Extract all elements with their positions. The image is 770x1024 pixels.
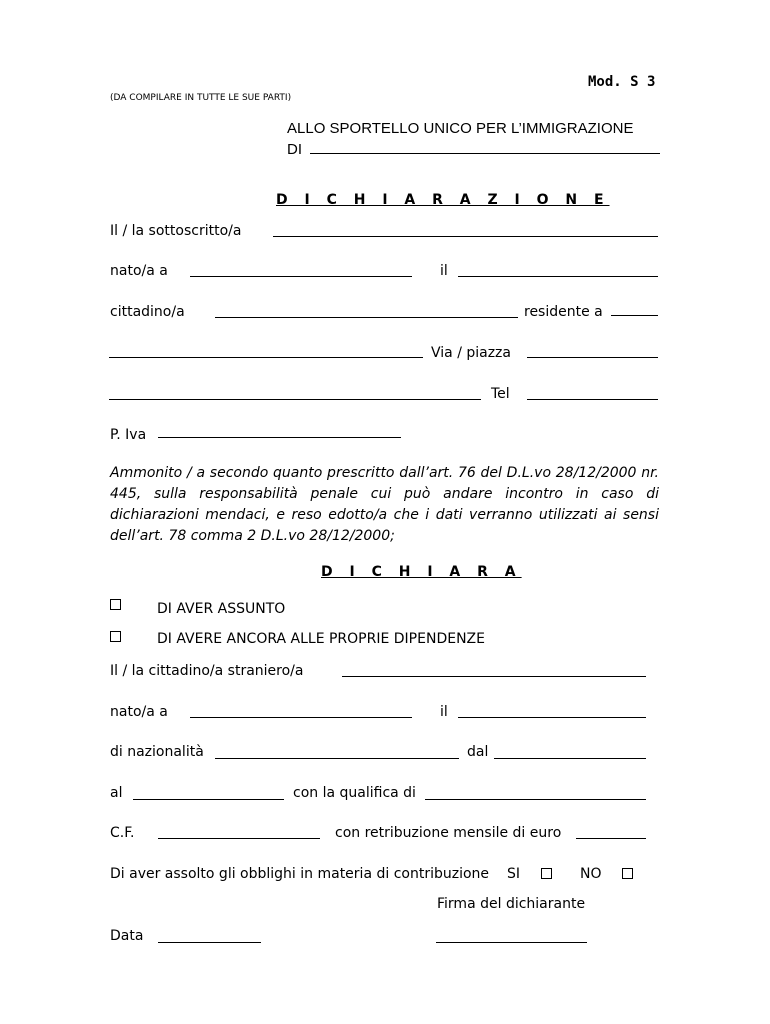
straniero-nato-label: nato/a a bbox=[110, 704, 168, 720]
firma-field[interactable] bbox=[436, 942, 587, 943]
nato-field[interactable] bbox=[190, 276, 412, 277]
nazionalita-label: di nazionalità bbox=[110, 744, 204, 760]
nazionalita-field[interactable] bbox=[215, 758, 459, 759]
residente-field[interactable] bbox=[611, 315, 658, 316]
cittadino-field[interactable] bbox=[215, 317, 518, 318]
il-label: il bbox=[440, 263, 448, 279]
retribuzione-label: con retribuzione mensile di euro bbox=[335, 825, 562, 841]
cittadino-label: cittadino/a bbox=[110, 304, 185, 320]
cf-label: C.F. bbox=[110, 825, 135, 841]
nato-label: nato/a a bbox=[110, 263, 168, 279]
via-label: Via / piazza bbox=[431, 345, 511, 361]
data-label: Data bbox=[110, 928, 144, 944]
piva-field[interactable] bbox=[158, 437, 401, 438]
si-label: SI bbox=[507, 866, 521, 882]
legal-warning: Ammonito / a secondo quanto prescritto dall’art. 76 del D.L.vo 28/12/2000 nr. 445, sulla responsabilità penale cui può andare incontro in caso di dichiarazioni mendaci, e reso edotto/a che i dati verranno utilizzati ai sensi dell’art. 78 comma 2 D.L.vo 28/12/2000; bbox=[110, 465, 659, 544]
dichiara-title: D I C H I A R A bbox=[321, 564, 522, 580]
straniero-il-field[interactable] bbox=[458, 717, 646, 718]
dal-label: dal bbox=[467, 744, 489, 760]
si-checkbox[interactable] bbox=[541, 868, 552, 879]
dal-field[interactable] bbox=[494, 758, 646, 759]
qualifica-field[interactable] bbox=[425, 799, 646, 800]
obblighi-label: Di aver assolto gli obblighi in materia di contribuzione bbox=[110, 866, 490, 882]
declaration-title: D I C H I A R A Z I O N E bbox=[276, 192, 610, 208]
address-field[interactable] bbox=[109, 357, 423, 358]
qualifica-label: con la qualifica di bbox=[293, 785, 416, 801]
addressee-line1: ALLO SPORTELLO UNICO PER L’IMMIGRAZIONE bbox=[287, 120, 634, 137]
tel-field[interactable] bbox=[527, 399, 658, 400]
piva-label: P. Iva bbox=[110, 427, 147, 443]
residente-label: residente a bbox=[524, 304, 603, 320]
addressee-line2: DI bbox=[287, 141, 302, 158]
option-assunto-label: DI AVER ASSUNTO bbox=[157, 601, 286, 617]
address-field-2[interactable] bbox=[109, 399, 481, 400]
addressee-city-field[interactable] bbox=[310, 153, 660, 154]
sottoscritto-field[interactable] bbox=[273, 236, 658, 237]
compile-note: (DA COMPILARE IN TUTTE LE SUE PARTI) bbox=[110, 93, 292, 103]
straniero-field[interactable] bbox=[342, 676, 646, 677]
model-code: Mod. S 3 bbox=[588, 74, 656, 90]
il-field[interactable] bbox=[458, 276, 658, 277]
firma-label: Firma del dichiarante bbox=[437, 896, 586, 912]
al-field[interactable] bbox=[133, 799, 284, 800]
sottoscritto-label: Il / la sottoscritto/a bbox=[110, 223, 242, 239]
cf-field[interactable] bbox=[158, 838, 320, 839]
straniero-nato-field[interactable] bbox=[190, 717, 412, 718]
straniero-label: Il / la cittadino/a straniero/a bbox=[110, 663, 304, 679]
no-label: NO bbox=[580, 866, 602, 882]
al-label: al bbox=[110, 785, 123, 801]
retribuzione-field[interactable] bbox=[576, 838, 646, 839]
option-dipendenze-checkbox[interactable] bbox=[110, 631, 121, 642]
straniero-il-label: il bbox=[440, 704, 448, 720]
via-field[interactable] bbox=[527, 357, 658, 358]
no-checkbox[interactable] bbox=[622, 868, 633, 879]
data-field[interactable] bbox=[158, 942, 261, 943]
tel-label: Tel bbox=[491, 386, 510, 402]
option-dipendenze-label: DI AVERE ANCORA ALLE PROPRIE DIPENDENZE bbox=[157, 631, 485, 647]
option-assunto-checkbox[interactable] bbox=[110, 599, 121, 610]
